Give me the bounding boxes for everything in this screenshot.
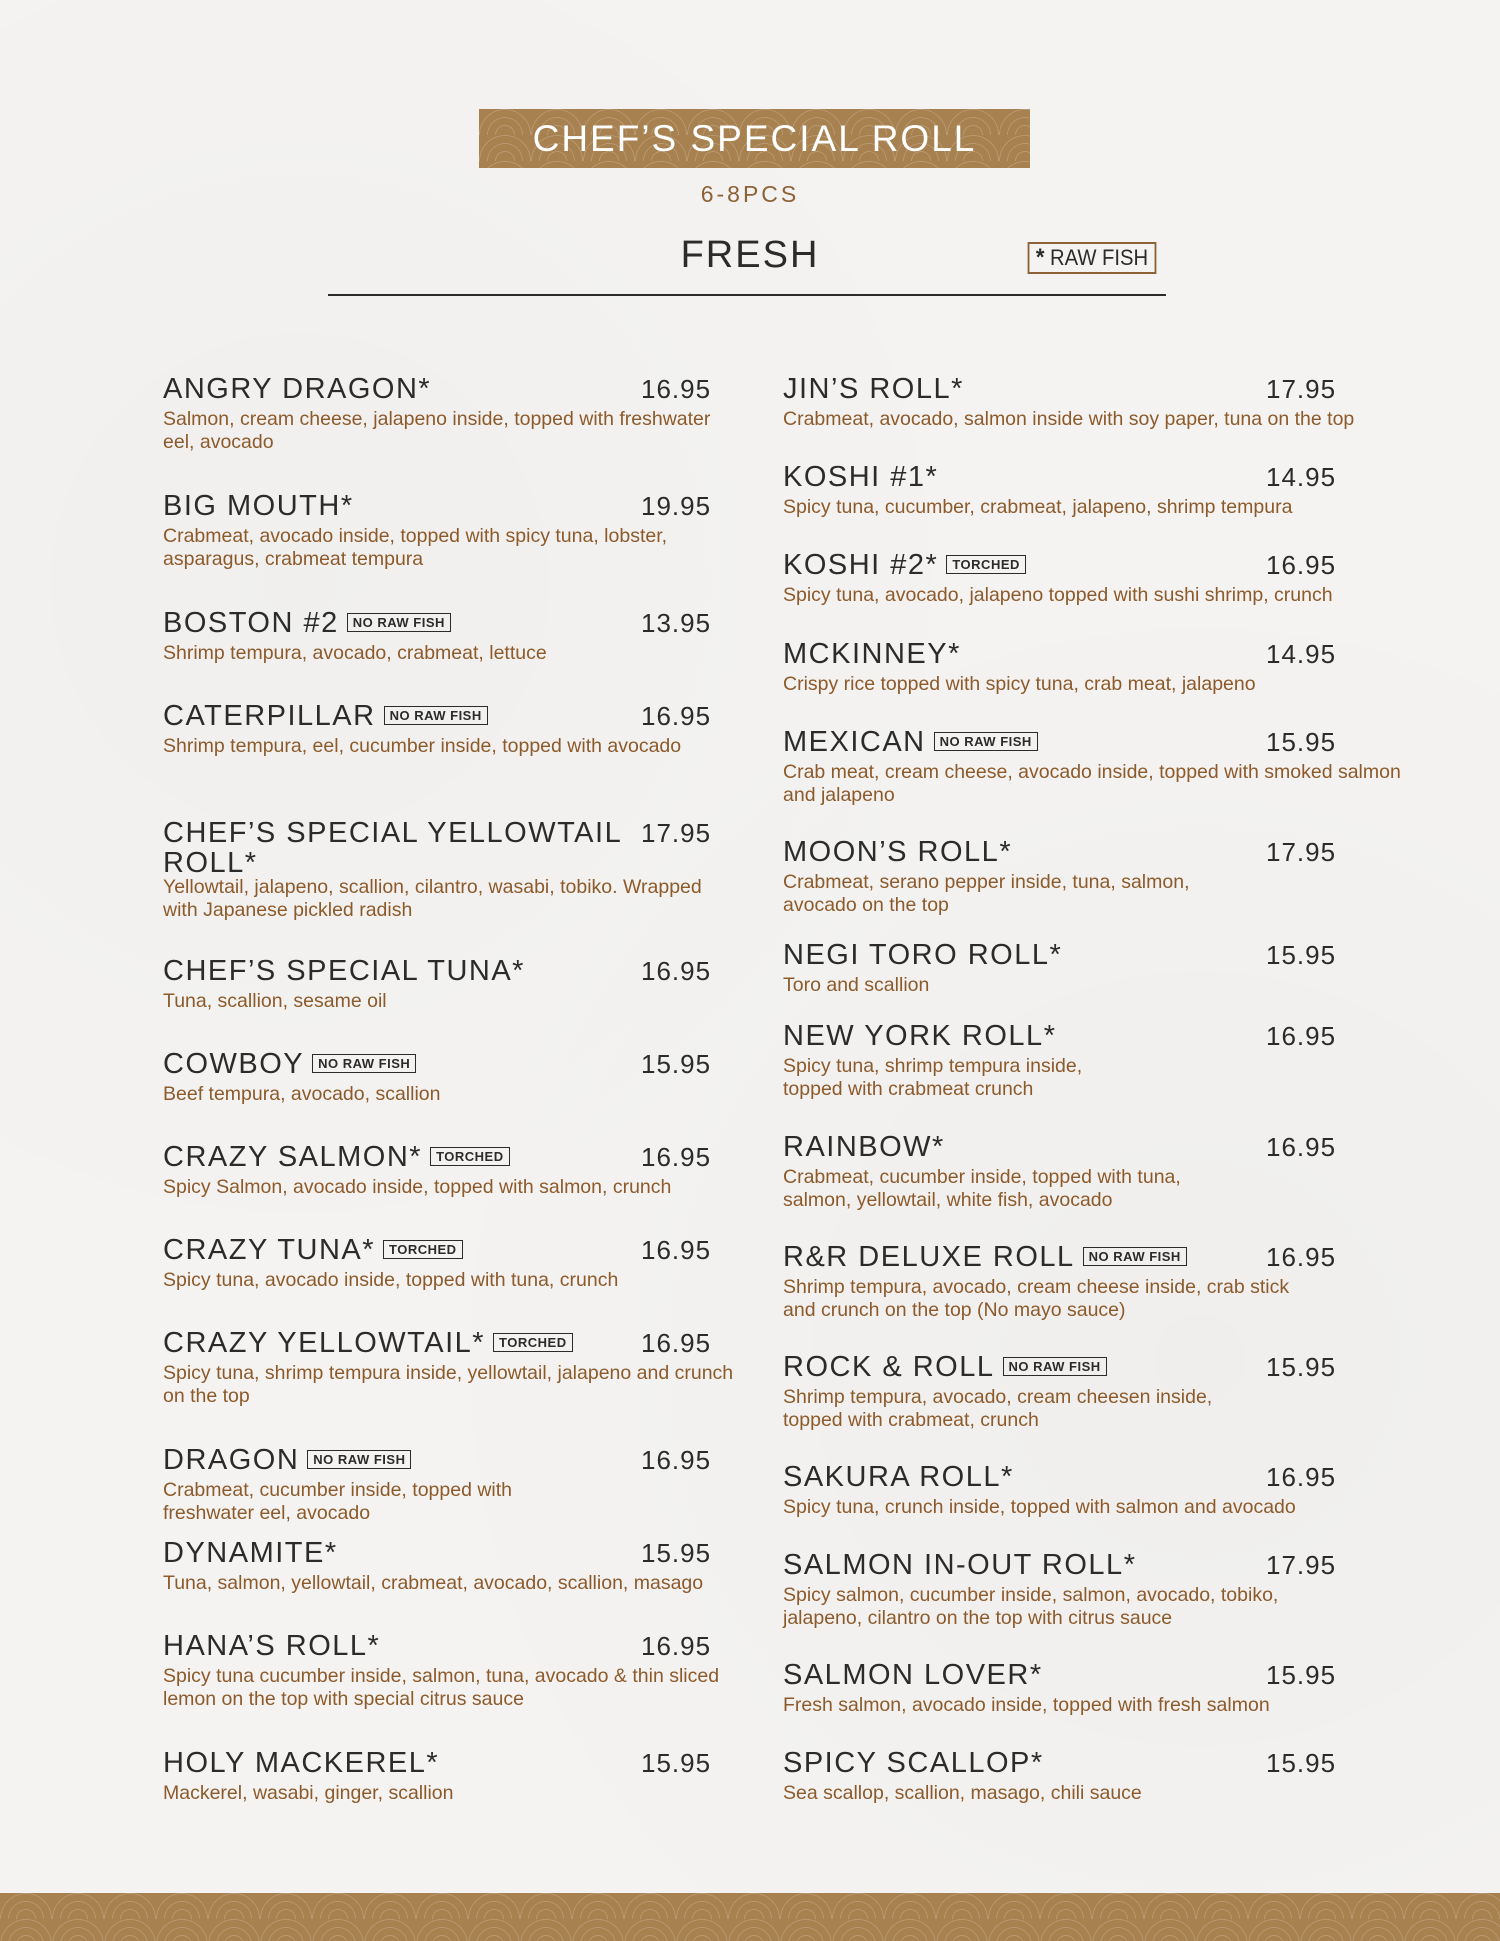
no-raw-fish-badge: NO RAW FISH	[384, 706, 488, 725]
item-price: 17.95	[1266, 374, 1337, 404]
item-price: 15.95	[1266, 940, 1337, 970]
item-description: Spicy tuna cucumber inside, salmon, tuna, avocado & thin sliced lemon on the top with special citrus sauce	[163, 1665, 720, 1710]
menu-item	[163, 608, 738, 665]
item-price: 14.95	[1266, 639, 1337, 669]
item-price: 16.95	[641, 374, 712, 404]
menu-item	[783, 1352, 1403, 1432]
menu-item	[783, 837, 1403, 917]
item-description: Shrimp tempura, avocado, crabmeat, lettuce	[163, 642, 547, 664]
item-description: Spicy tuna, crunch inside, topped with salmon and avocado	[783, 1496, 1296, 1518]
item-name: CRAZY SALMON*	[163, 1141, 423, 1173]
item-description: Yellowtail, jalapeno, scallion, cilantro, wasabi, tobiko. Wrapped with Japanese pickled radish	[163, 876, 702, 921]
menu-item	[783, 1242, 1403, 1322]
item-price: 15.95	[1266, 1352, 1337, 1382]
item-description: Fresh salmon, avocado inside, topped with fresh salmon	[783, 1694, 1270, 1716]
item-name: SAKURA ROLL*	[783, 1461, 1014, 1493]
item-name: MEXICAN	[783, 726, 926, 758]
item-price: 16.95	[641, 1445, 712, 1475]
menu-item	[163, 1049, 738, 1106]
torched-badge: TORCHED	[430, 1147, 510, 1166]
torched-badge: TORCHED	[383, 1240, 463, 1259]
item-price: 16.95	[1266, 1132, 1337, 1162]
item-description: Shrimp tempura, eel, cucumber inside, topped with avocado	[163, 735, 682, 757]
item-description: Beef tempura, avocado, scallion	[163, 1083, 441, 1105]
menu-item	[783, 1021, 1403, 1101]
item-price: 17.95	[1266, 1550, 1337, 1580]
item-price: 13.95	[641, 608, 712, 638]
menu-item	[783, 1748, 1403, 1805]
item-price: 16.95	[641, 1328, 712, 1358]
item-description: Tuna, salmon, yellowtail, crabmeat, avocado, scallion, masago	[163, 1572, 704, 1594]
item-description: Toro and scallion	[783, 974, 930, 996]
title-banner	[479, 109, 1030, 168]
item-price: 16.95	[1266, 1462, 1337, 1492]
item-description: Spicy Salmon, avocado inside, topped with salmon, crunch	[163, 1176, 672, 1198]
item-name: KOSHI #2*	[783, 549, 939, 581]
item-name: SPICY SCALLOP*	[783, 1747, 1044, 1779]
menu-item	[163, 818, 738, 922]
item-description: Shrimp tempura, avocado, cream cheesen inside, topped with crabmeat, crunch	[783, 1386, 1213, 1431]
menu-item	[163, 1328, 738, 1408]
item-description: Crabmeat, cucumber inside, topped with freshwater eel, avocado	[163, 1479, 513, 1524]
menu-item	[163, 1445, 738, 1525]
item-name: CRAZY TUNA*	[163, 1234, 376, 1266]
item-price: 16.95	[641, 956, 712, 986]
item-name: MCKINNEY*	[783, 638, 961, 670]
item-price: 19.95	[641, 491, 712, 521]
item-name: RAINBOW*	[783, 1131, 945, 1163]
no-raw-fish-badge: NO RAW FISH	[934, 732, 1038, 751]
menu-item	[783, 374, 1403, 431]
pieces-subtitle: 6-8PCS	[700, 181, 800, 207]
page-title: CHEF’S SPECIAL ROLL	[532, 117, 977, 159]
menu-item	[783, 462, 1403, 519]
item-name: SALMON IN-OUT ROLL*	[783, 1549, 1137, 1581]
item-price: 15.95	[1266, 727, 1337, 757]
menu-item	[783, 727, 1403, 807]
item-price: 16.95	[641, 1142, 712, 1172]
item-price: 15.95	[1266, 1748, 1337, 1778]
raw-fish-legend	[1028, 242, 1157, 274]
item-description: Spicy tuna, cucumber, crabmeat, jalapeno, shrimp tempura	[783, 496, 1293, 518]
section-divider	[328, 294, 1166, 296]
item-price: 16.95	[641, 1235, 712, 1265]
item-description: Sea scallop, scallion, masago, chili sauce	[783, 1782, 1142, 1804]
menu-item	[163, 701, 738, 758]
item-name: NEW YORK ROLL*	[783, 1020, 1057, 1052]
item-name: ROCK & ROLL	[783, 1351, 995, 1383]
item-name: SALMON LOVER*	[783, 1659, 1043, 1691]
item-name: R&R DELUXE ROLL	[783, 1241, 1075, 1273]
menu-item	[163, 956, 738, 1013]
menu-item	[783, 940, 1403, 997]
item-description: Crispy rice topped with spicy tuna, crab meat, jalapeno	[783, 673, 1256, 695]
item-description: Spicy salmon, cucumber inside, salmon, avocado, tobiko, jalapeno, cilantro on the top with citrus sauce	[783, 1584, 1279, 1629]
asterisk-icon: *	[1035, 244, 1045, 271]
item-description: Crabmeat, serano pepper inside, tuna, salmon, avocado on the top	[783, 871, 1190, 916]
menu-item	[783, 1462, 1403, 1519]
menu-item	[163, 1748, 738, 1805]
menu-item	[783, 1550, 1403, 1630]
item-name: BIG MOUTH*	[163, 490, 354, 522]
item-name: COWBOY	[163, 1048, 305, 1080]
item-price: 17.95	[641, 818, 712, 848]
item-price: 15.95	[641, 1049, 712, 1079]
item-description: Crabmeat, cucumber inside, topped with tuna, salmon, yellowtail, white fish, avocado	[783, 1166, 1181, 1211]
item-description: Mackerel, wasabi, ginger, scallion	[163, 1782, 454, 1804]
torched-badge: TORCHED	[493, 1333, 573, 1352]
item-description: Spicy tuna, shrimp tempura inside, yellowtail, jalapeno and crunch on the top	[163, 1362, 734, 1407]
item-name: DYNAMITE*	[163, 1537, 338, 1569]
item-price: 16.95	[1266, 550, 1337, 580]
section-title: FRESH	[680, 234, 820, 276]
item-price: 15.95	[641, 1538, 712, 1568]
item-price: 14.95	[1266, 462, 1337, 492]
no-raw-fish-badge: NO RAW FISH	[1083, 1247, 1187, 1266]
footer-wave-band	[0, 1893, 1500, 1941]
item-description: Tuna, scallion, sesame oil	[163, 990, 387, 1012]
item-name: DRAGON	[163, 1444, 300, 1476]
item-description: Crabmeat, avocado inside, topped with spicy tuna, lobster, asparagus, crabmeat tempura	[163, 525, 668, 570]
menu-item	[163, 374, 738, 454]
item-price: 15.95	[1266, 1660, 1337, 1690]
item-price: 16.95	[1266, 1242, 1337, 1272]
item-name: JIN’S ROLL*	[783, 373, 964, 405]
item-name: CHEF’S SPECIAL YELLOWTAIL ROLL*	[163, 817, 622, 879]
menu-item	[163, 1631, 738, 1711]
no-raw-fish-badge: NO RAW FISH	[307, 1450, 411, 1469]
no-raw-fish-badge: NO RAW FISH	[1003, 1357, 1107, 1376]
menu-item	[163, 1142, 738, 1199]
item-name: ANGRY DRAGON*	[163, 373, 432, 405]
item-price: 17.95	[1266, 837, 1337, 867]
item-name: HANA’S ROLL*	[163, 1630, 381, 1662]
item-price: 15.95	[641, 1748, 712, 1778]
item-description: Crab meat, cream cheese, avocado inside, topped with smoked salmon and jalapeno	[783, 761, 1401, 806]
menu-item	[783, 1132, 1403, 1212]
item-description: Spicy tuna, shrimp tempura inside, topped with crabmeat crunch	[783, 1055, 1083, 1100]
item-description: Spicy tuna, avocado inside, topped with tuna, crunch	[163, 1269, 619, 1291]
item-description: Salmon, cream cheese, jalapeno inside, topped with freshwater eel, avocado	[163, 408, 711, 453]
item-description: Crabmeat, avocado, salmon inside with soy paper, tuna on the top	[783, 408, 1355, 430]
menu-item	[163, 1538, 738, 1595]
menu-item	[783, 639, 1403, 696]
item-price: 16.95	[1266, 1021, 1337, 1051]
item-description: Spicy tuna, avocado, jalapeno topped with sushi shrimp, crunch	[783, 584, 1333, 606]
item-name: MOON’S ROLL*	[783, 836, 1013, 868]
item-name: NEGI TORO ROLL*	[783, 939, 1063, 971]
item-name: CATERPILLAR	[163, 700, 376, 732]
item-price: 16.95	[641, 1631, 712, 1661]
item-name: CHEF’S SPECIAL TUNA*	[163, 955, 525, 987]
menu-item	[163, 1235, 738, 1292]
raw-fish-legend-label: RAW FISH	[1049, 245, 1149, 270]
torched-badge: TORCHED	[946, 555, 1026, 574]
no-raw-fish-badge: NO RAW FISH	[312, 1054, 416, 1073]
item-name: BOSTON #2	[163, 607, 339, 639]
item-price: 16.95	[641, 701, 712, 731]
menu-item	[163, 491, 738, 571]
menu-item	[783, 550, 1403, 607]
item-name: CRAZY YELLOWTAIL*	[163, 1327, 486, 1359]
item-description: Shrimp tempura, avocado, cream cheese inside, crab stick and crunch on the top (No mayo sauce)	[783, 1276, 1290, 1321]
item-name: HOLY MACKEREL*	[163, 1747, 440, 1779]
no-raw-fish-badge: NO RAW FISH	[347, 613, 451, 632]
item-name: KOSHI #1*	[783, 461, 939, 493]
menu-item	[783, 1660, 1403, 1717]
